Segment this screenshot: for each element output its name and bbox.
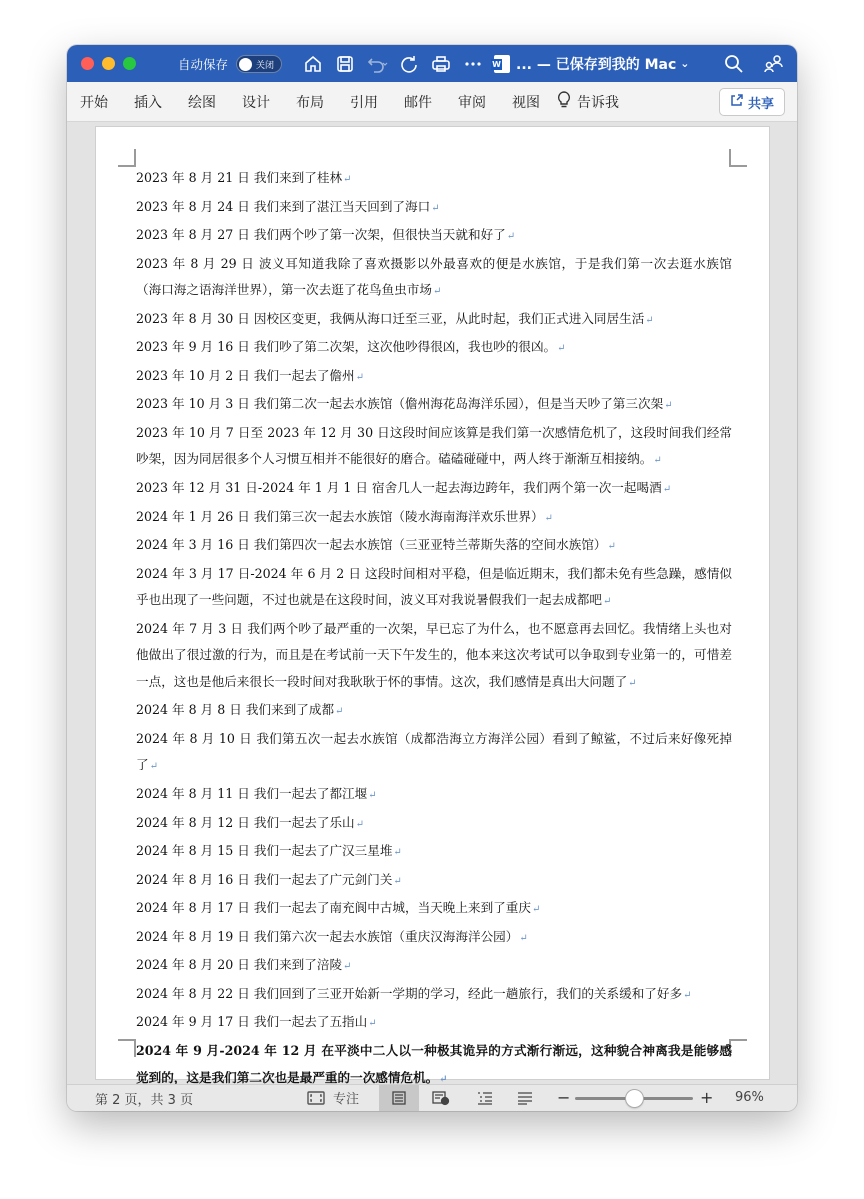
document-title[interactable] bbox=[494, 54, 689, 74]
paragraph-mark-icon: ↵ bbox=[662, 484, 672, 496]
paragraph-text: 2023 年 10 月 2 日 我们一起去了儋州 bbox=[136, 367, 355, 383]
word-window bbox=[67, 45, 797, 1111]
document-paragraph[interactable] bbox=[136, 616, 732, 698]
zoom-slider-knob[interactable] bbox=[626, 1090, 643, 1107]
titlebar-right bbox=[721, 51, 787, 77]
zoom-level[interactable]: 96% bbox=[735, 1090, 764, 1105]
paragraph-mark-icon: ↵ bbox=[368, 1018, 377, 1030]
window-controls bbox=[81, 57, 136, 70]
paragraph-mark-icon: ↵ bbox=[531, 904, 541, 916]
tab-layout[interactable]: 布局 bbox=[296, 94, 324, 111]
paragraph-mark-icon: ↵ bbox=[355, 371, 365, 383]
paragraph-mark-icon: ↵ bbox=[393, 875, 402, 887]
paragraph-mark-icon: ↵ bbox=[544, 512, 553, 524]
paragraph-text: 2023 年 8 月 30 日 因校区变更，我俩从海口迁至三亚，从此时起，我们正式进入同居生活 bbox=[136, 310, 645, 326]
paragraph-text: 2024 年 8 月 16 日 我们一起去了广元剑门关 bbox=[136, 871, 393, 887]
paragraph-mark-icon: ↵ bbox=[506, 231, 516, 243]
autosave-toggle[interactable] bbox=[236, 55, 282, 73]
paragraph-mark-icon: ↵ bbox=[343, 174, 352, 185]
document-paragraph[interactable] bbox=[136, 561, 732, 616]
tab-mailings[interactable]: 邮件 bbox=[404, 94, 432, 111]
paragraph-text: 2024 年 3 月 17 日-2024 年 6 月 2 日 这段时间相对平稳，但是临近期末，我们都未免有些急躁，感情似乎也出现了一些问题，不过也就是在这段时间，波义耳对我说暑假我们一起去成都吧 bbox=[136, 565, 732, 608]
share-label: 共享 bbox=[747, 96, 774, 112]
paragraph-text: 2024 年 8 月 15 日 我们一起去了广汉三星堆 bbox=[136, 843, 393, 859]
paragraph-mark-icon: ↵ bbox=[653, 455, 662, 467]
paragraph-mark-icon: ↵ bbox=[149, 761, 158, 773]
draft-view-button[interactable] bbox=[505, 1085, 545, 1111]
paragraph-text: 2023 年 12 月 31 日-2024 年 1 月 1 日 宿舍几人一起去海边跨年，我们两个第一次一起喝酒 bbox=[136, 480, 662, 496]
zoom-in-button[interactable]: + bbox=[700, 1088, 714, 1107]
paragraph-text: 2024 年 8 月 22 日 我们回到了三亚开始新一学期的学习，经此一趟旅行，我们的关系缓和了好多 bbox=[136, 985, 683, 1001]
paragraph-mark-icon: ↵ bbox=[393, 847, 402, 859]
document-paragraph[interactable] bbox=[136, 222, 732, 251]
share-button[interactable] bbox=[719, 88, 785, 116]
account-icon[interactable] bbox=[761, 51, 787, 77]
paragraph-mark-icon: ↵ bbox=[335, 706, 344, 718]
paragraph-text: 2023 年 8 月 29 日 波义耳知道我除了喜欢摄影以外最喜欢的便是水族馆，于是我们第一次去逛水族馆（海口海之语海洋世界），第一次去逛了花鸟鱼虫市场 bbox=[136, 255, 732, 298]
chevron-down-icon: ⌄ bbox=[680, 57, 690, 70]
more-icon[interactable] bbox=[460, 51, 486, 77]
document-paragraph[interactable] bbox=[136, 165, 732, 194]
paragraph-text: 2023 年 8 月 21 日 我们来到了桂林 bbox=[136, 170, 343, 185]
autosave-label: 自动保存 bbox=[178, 56, 229, 72]
close-window-button[interactable] bbox=[81, 57, 94, 70]
paragraph-mark-icon: ↵ bbox=[343, 961, 352, 973]
document-canvas[interactable] bbox=[67, 122, 797, 1084]
paragraph-text: 2024 年 9 月-2024 年 12 月 在平淡中二人以一种极其诡异的方式渐行渐远，这种貌合神离我是能够感觉到的，这是我们第二次也是最严重的一次感情危机。 bbox=[136, 1042, 732, 1085]
tab-draw[interactable]: 绘图 bbox=[188, 94, 216, 111]
document-paragraph[interactable] bbox=[136, 532, 732, 561]
focus-icon bbox=[307, 1091, 325, 1105]
title-bar bbox=[67, 45, 797, 82]
paragraph-mark-icon: ↵ bbox=[439, 1073, 448, 1085]
document-paragraph[interactable] bbox=[136, 420, 732, 475]
toggle-knob bbox=[239, 58, 252, 71]
paragraph-text: 2024 年 8 月 19 日 我们第六次一起去水族馆（重庆汉海海洋公园） bbox=[136, 928, 519, 944]
paragraph-mark-icon: ↵ bbox=[368, 790, 377, 802]
paragraph-mark-icon: ↵ bbox=[607, 541, 616, 553]
paragraph-mark-icon: ↵ bbox=[431, 202, 440, 214]
paragraph-text: 2023 年 10 月 7 日至 2023 年 12 月 30 日这段时间应该算是我们第一次感情危机了，这段时间我们经常吵架，因为同居很多个人习惯互相并不能很好的磨合。磕磕碰碰中，两人终于渐渐互相接纳。 bbox=[136, 424, 732, 467]
outline-icon bbox=[477, 1091, 493, 1105]
document-paragraph[interactable] bbox=[136, 981, 732, 1010]
document-paragraph[interactable] bbox=[136, 391, 732, 420]
autosave-state: 关闭 bbox=[256, 60, 275, 71]
paragraph-mark-icon: ↵ bbox=[683, 989, 692, 1001]
document-paragraph[interactable] bbox=[136, 895, 732, 924]
status-bar bbox=[67, 1084, 797, 1111]
redo-icon[interactable] bbox=[396, 51, 422, 77]
document-paragraph[interactable] bbox=[136, 363, 732, 392]
page-count[interactable]: 第 2 页，共 3 页 bbox=[95, 1092, 194, 1108]
tab-design[interactable]: 设计 bbox=[242, 94, 270, 111]
document-paragraph[interactable] bbox=[136, 952, 732, 981]
zoom-window-button[interactable] bbox=[123, 57, 136, 70]
word-doc-icon bbox=[494, 55, 510, 73]
print-icon[interactable] bbox=[428, 51, 454, 77]
tab-home[interactable]: 开始 bbox=[80, 94, 108, 111]
paragraph-text: 2024 年 9 月 17 日 我们一起去了五指山 bbox=[136, 1014, 368, 1030]
search-icon[interactable] bbox=[721, 51, 747, 77]
undo-icon[interactable] bbox=[364, 51, 390, 77]
paragraph-text: 2024 年 1 月 26 日 我们第三次一起去水族馆（陵水海南海洋欢乐世界） bbox=[136, 508, 544, 524]
paragraph-mark-icon: ↵ bbox=[557, 343, 566, 355]
quick-access-toolbar bbox=[300, 51, 486, 77]
web-layout-icon bbox=[432, 1090, 450, 1106]
paragraph-text: 2024 年 8 月 10 日 我们第五次一起去水族馆（成都浩海立方海洋公园）看到了鲸鲨，不过后来好像死掉了 bbox=[136, 730, 732, 773]
lightbulb-icon[interactable] bbox=[557, 91, 571, 113]
paragraph-text: 2024 年 8 月 17 日 我们一起去了南充阆中古城，当天晚上来到了重庆 bbox=[136, 900, 531, 916]
paragraph-mark-icon: ↵ bbox=[355, 818, 365, 830]
document-title-text: ... — 已保存到我的 Mac bbox=[516, 56, 677, 73]
document-paragraph[interactable] bbox=[136, 475, 732, 504]
minimize-window-button[interactable] bbox=[102, 57, 115, 70]
document-paragraph[interactable] bbox=[136, 810, 732, 839]
paragraph-text: 2024 年 8 月 11 日 我们一起去了都江堰 bbox=[136, 786, 368, 802]
document-paragraph[interactable] bbox=[136, 504, 732, 533]
paragraph-mark-icon: ↵ bbox=[602, 596, 612, 608]
tab-review[interactable]: 审阅 bbox=[458, 94, 486, 111]
document-paragraph[interactable] bbox=[136, 306, 732, 335]
paragraph-mark-icon: ↵ bbox=[628, 677, 637, 689]
focus-mode-button[interactable] bbox=[307, 1088, 359, 1107]
paragraph-mark-icon: ↵ bbox=[664, 400, 673, 412]
web-layout-view-button[interactable] bbox=[421, 1085, 461, 1111]
paragraph-text: 2024 年 3 月 16 日 我们第四次一起去水族馆（三亚亚特兰蒂斯失落的空间水族馆） bbox=[136, 537, 607, 553]
paragraph-text: 2024 年 8 月 12 日 我们一起去了乐山 bbox=[136, 814, 355, 830]
share-icon bbox=[730, 93, 744, 111]
paragraph-text: 2024 年 7 月 3 日 我们两个吵了最严重的一次架，早已忘了为什么，也不愿意再去回忆。我情绪上头也对他做出了很过激的行为，而且是在考试前一天下午发生的，他本来这次考试可以争取到专业第一的，可惜差一点，这也是他后来很长一段时间对我耿耿于怀的事情。这次，我们感情是真出大问题了 bbox=[136, 620, 732, 689]
paragraph-text: 2023 年 8 月 24 日 我们来到了湛江当天回到了海口 bbox=[136, 198, 431, 214]
tab-insert[interactable]: 插入 bbox=[134, 94, 162, 111]
print-layout-view-button[interactable] bbox=[379, 1085, 419, 1111]
outline-view-button[interactable] bbox=[465, 1085, 505, 1111]
document-paragraph[interactable] bbox=[136, 697, 732, 726]
margin-corner-bottom-left bbox=[118, 1039, 136, 1057]
document-paragraph[interactable] bbox=[136, 867, 732, 896]
draft-icon bbox=[517, 1091, 533, 1105]
zoom-slider[interactable] bbox=[575, 1097, 693, 1100]
home-icon[interactable] bbox=[300, 51, 326, 77]
document-paragraph[interactable] bbox=[136, 1009, 732, 1038]
paragraph-text: 2023 年 9 月 16 日 我们吵了第二次架，这次他吵得很凶，我也吵的很凶。 bbox=[136, 339, 557, 355]
tab-view[interactable]: 视图 bbox=[512, 94, 540, 111]
document-paragraph[interactable] bbox=[136, 334, 732, 363]
paragraph-mark-icon: ↵ bbox=[645, 314, 654, 326]
paragraph-text: 2023 年 8 月 27 日 我们两个吵了第一次架，但很快当天就和好了 bbox=[136, 227, 506, 243]
ribbon-tabs bbox=[67, 82, 797, 122]
zoom-out-button[interactable]: − bbox=[557, 1088, 571, 1107]
paragraph-text: 2023 年 10 月 3 日 我们第二次一起去水族馆（儋州海花岛海洋乐园），但是当天吵了第三次架 bbox=[136, 396, 664, 412]
save-icon[interactable] bbox=[332, 51, 358, 77]
tell-me-search[interactable]: 告诉我 bbox=[577, 94, 619, 111]
document-body[interactable] bbox=[136, 165, 732, 1093]
paragraph-mark-icon: ↵ bbox=[519, 932, 528, 944]
document-paragraph[interactable] bbox=[136, 781, 732, 810]
margin-corner-top-left bbox=[118, 149, 136, 167]
paragraph-text: 2024 年 8 月 20 日 我们来到了涪陵 bbox=[136, 957, 343, 973]
document-paragraph[interactable] bbox=[136, 838, 732, 867]
document-paragraph[interactable] bbox=[136, 251, 732, 306]
document-page[interactable] bbox=[96, 127, 769, 1085]
focus-label: 专注 bbox=[333, 1092, 360, 1107]
paragraph-mark-icon: ↵ bbox=[432, 286, 442, 298]
print-layout-icon bbox=[391, 1090, 407, 1106]
document-paragraph[interactable] bbox=[136, 924, 732, 953]
tab-references[interactable]: 引用 bbox=[350, 94, 378, 111]
document-paragraph[interactable] bbox=[136, 194, 732, 223]
document-paragraph[interactable] bbox=[136, 726, 732, 781]
paragraph-text: 2024 年 8 月 8 日 我们来到了成都 bbox=[136, 702, 335, 718]
